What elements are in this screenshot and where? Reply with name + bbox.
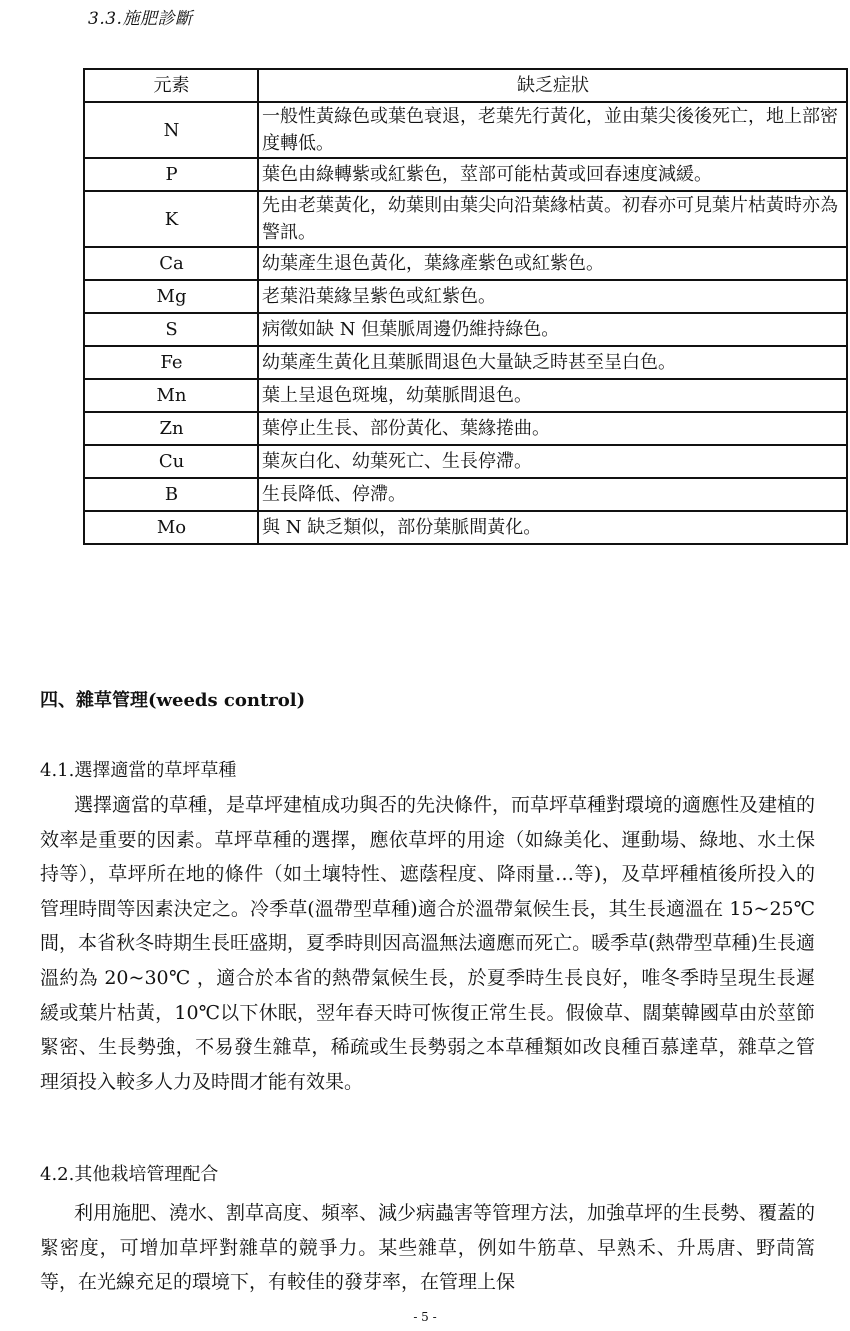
symptom-cell: 幼葉產生退色黃化，葉緣產紫色或紅紫色。: [258, 247, 847, 280]
symptom-cell: 葉停止生長、部份黃化、葉緣捲曲。: [258, 412, 847, 445]
table-row: [84, 102, 847, 158]
element-cell: N: [84, 102, 258, 158]
table-row: [84, 379, 847, 412]
element-cell: B: [84, 478, 258, 511]
table-row: [84, 445, 847, 478]
table-row: [84, 313, 847, 346]
table-row: [84, 346, 847, 379]
element-cell: S: [84, 313, 258, 346]
deficiency-table: [83, 68, 848, 545]
symptom-cell: 葉色由綠轉紫或紅紫色，莖部可能枯黃或回春速度減緩。: [258, 158, 847, 191]
element-cell: P: [84, 158, 258, 191]
symptom-cell: 幼葉產生黃化且葉脈間退色大量缺乏時甚至呈白色。: [258, 346, 847, 379]
element-cell: Ca: [84, 247, 258, 280]
symptom-cell: 病徵如缺 N 但葉脈周邊仍維持綠色。: [258, 313, 847, 346]
element-cell: Cu: [84, 445, 258, 478]
symptom-cell: 與 N 缺乏類似，部份葉脈間黃化。: [258, 511, 847, 544]
header-element: 元素: [84, 69, 258, 102]
symptom-cell: 老葉沿葉緣呈紫色或紅紫色。: [258, 280, 847, 313]
element-cell: Mo: [84, 511, 258, 544]
section-heading: 四、雜草管理(weeds control): [40, 690, 306, 711]
symptom-cell: 葉灰白化、幼葉死亡、生長停滯。: [258, 445, 847, 478]
table-row: [84, 191, 847, 247]
element-cell: K: [84, 191, 258, 247]
element-cell: Zn: [84, 412, 258, 445]
table-row: [84, 511, 847, 544]
table-row: [84, 478, 847, 511]
paragraph-4-2-text: 利用施肥、澆水、割草高度、頻率、減少病蟲害等管理方法，加強草坪的生長勢、覆蓋的緊密度，可增加草坪對雜草的競爭力。某些雜草，例如牛筋草、早熟禾、升馬唐、野茼篙等，在光線充足的環境下，有較佳的發芽率，在管理上保: [40, 1202, 816, 1294]
table-row: [84, 247, 847, 280]
page-number: - 5 -: [413, 1310, 437, 1324]
table-row: [84, 280, 847, 313]
table-header-row: [84, 69, 847, 102]
symptom-cell: 一般性黃綠色或葉色衰退，老葉先行黃化，並由葉尖後後死亡，地上部密度轉低。: [258, 102, 847, 158]
element-cell: Mg: [84, 280, 258, 313]
symptom-cell: 生長降低、停滯。: [258, 478, 847, 511]
header-symptom: 缺乏症狀: [258, 69, 847, 102]
subsection-title-4-1: 4.1.選擇適當的草坪草種: [40, 760, 237, 781]
paragraph-4-2: [40, 1196, 815, 1300]
element-cell: Mn: [84, 379, 258, 412]
table-row: [84, 158, 847, 191]
section-title: 3.3.施肥診斷: [88, 9, 193, 29]
symptom-cell: 葉上呈退色斑塊，幼葉脈間退色。: [258, 379, 847, 412]
table-row: [84, 412, 847, 445]
element-cell: Fe: [84, 346, 258, 379]
paragraph-4-1-text: 選擇適當的草種，是草坪建植成功與否的先決條件，而草坪草種對環境的適應性及建植的效率是重要的因素。草坪草種的選擇，應依草坪的用途（如綠美化、運動場、綠地、水土保持等），草坪所在地的條件（如土壤特性、遮蔭程度、降雨量…等)，及草坪種植後所投入的管理時間等因素決定之。冷季草(溫帶型草種)適合於溫帶氣候生長，其生長適溫在 15~25℃間，本省秋冬時期生長旺盛期，夏季時則因高溫無法適應而死亡。暖季草(熱帶型草種)生長適溫約為 20~30℃ ，適合於本省的熱帶氣候生長，於夏季時生長良好，唯冬季時呈現生長遲緩或葉片枯黃，10℃以下休眠，翌年春天時可恢復正常生長。假儉草、闊葉韓國草由於莖節緊密、生長勢強，不易發生雜草，稀疏或生長勢弱之本草種類如改良種百慕達草，雜草之管理須投入較多人力及時間才能有效果。: [40, 794, 816, 1093]
symptom-cell: 先由老葉黃化，幼葉則由葉尖向沿葉緣枯黃。初春亦可見葉片枯黃時亦為警訊。: [258, 191, 847, 247]
subsection-title-4-2: 4.2.其他栽培管理配合: [40, 1164, 219, 1185]
paragraph-4-1: [40, 788, 815, 1099]
